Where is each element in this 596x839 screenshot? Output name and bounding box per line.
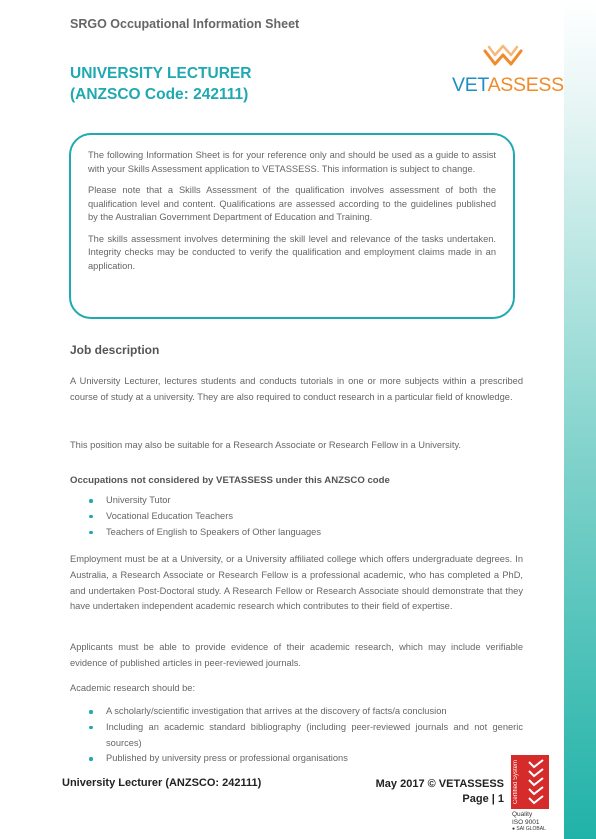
notice-box — [69, 133, 515, 319]
footer-document-name: University Lecturer (ANZSCO: 242111) — [62, 777, 262, 789]
job-title-code: (ANZSCO Code: 242111) — [70, 86, 249, 103]
logo-assess-text: ASSESS — [487, 74, 564, 96]
document-header: SRGO Occupational Information Sheet — [70, 17, 300, 31]
list-item: Vocational Education Teachers — [88, 509, 523, 525]
checkmarks-icon — [526, 758, 546, 806]
sai-global-icon: ● — [512, 826, 516, 832]
list-item: Teachers of English to Speakers of Other languages — [88, 525, 523, 541]
section-heading-job-description: Job description — [70, 343, 160, 357]
employment-paragraph: Employment must be at a University, or a University affiliated college which offers undergraduate degrees. In Australia, a Research Associate or Research Fellow is a professional academic, who has completed a PhD, and undertaken Post-Doctoral study. A Research Fellow or Research Associate should demonstrate that they have undertaken independent academic research which contributes to their field of expertise. — [70, 554, 523, 612]
job-title-name: UNIVERSITY LECTURER — [70, 65, 252, 82]
certification-badge-label: Certified System — [513, 760, 519, 805]
certification-quality: Quality — [512, 811, 533, 818]
notice-paragraph: The following Information Sheet is for your reference only and should be used as a guide to assist with your Skills Assessment application to VETASSESS. This information is subject to change. — [88, 150, 496, 174]
page-title — [70, 63, 251, 105]
vetassess-logo — [452, 42, 562, 97]
research-intro: Academic research should be: — [70, 683, 196, 693]
notice-paragraph: Please note that a Skills Assessment of the qualification involves assessment of both the qualification level and content. Qualifications are assessed according to the guidelines published by the Australian Government Department of Education and Training. — [88, 185, 496, 222]
certification-standard: ISO 9001 — [512, 818, 540, 826]
logo-vet-text: VET — [452, 74, 488, 96]
job-description-paragraph: This position may also be suitable for a Research Associate or Research Fellow in a University. — [70, 440, 461, 450]
research-criteria-list — [88, 704, 523, 767]
job-description-paragraph: A University Lecturer, lectures students and conducts tutorials in one or more subjects within a prescribed course of study at a university. They are also required to conduct research in a particular field of knowledge. — [70, 376, 523, 402]
certification-issuer — [512, 826, 562, 834]
decorative-side-bar — [564, 0, 596, 839]
logo-chevron-icon — [452, 42, 562, 74]
certification-issuer-name: SAI GLOBAL — [516, 826, 546, 832]
certification-badge — [511, 755, 549, 809]
not-considered-heading: Occupations not considered by VETASSESS under this ANZSCO code — [70, 475, 390, 486]
footer-page-info — [330, 777, 504, 807]
footer-page-number: Page | 1 — [462, 793, 504, 805]
list-item: Including an academic standard bibliography (including peer-reviewed journals and not generic sources) — [88, 720, 523, 752]
list-item: Published by university press or professional organisations — [88, 751, 523, 767]
evidence-paragraph: Applicants must be able to provide evidence of their academic research, which may include verifiable evidence of published articles in peer-reviewed journals. — [70, 642, 523, 668]
list-item: A scholarly/scientific investigation that arrives at the discovery of facts/a conclusion — [88, 704, 523, 720]
not-considered-list — [88, 493, 523, 540]
footer-date-copyright: May 2017 © VETASSESS — [375, 778, 504, 790]
certification-caption — [512, 811, 562, 834]
list-item: University Tutor — [88, 493, 523, 509]
notice-paragraph: The skills assessment involves determining the skill level and relevance of the tasks undertaken. Integrity checks may be conducted to verify the qualification and employment claims made in an application. — [88, 233, 496, 271]
logo-wordmark — [452, 74, 562, 97]
